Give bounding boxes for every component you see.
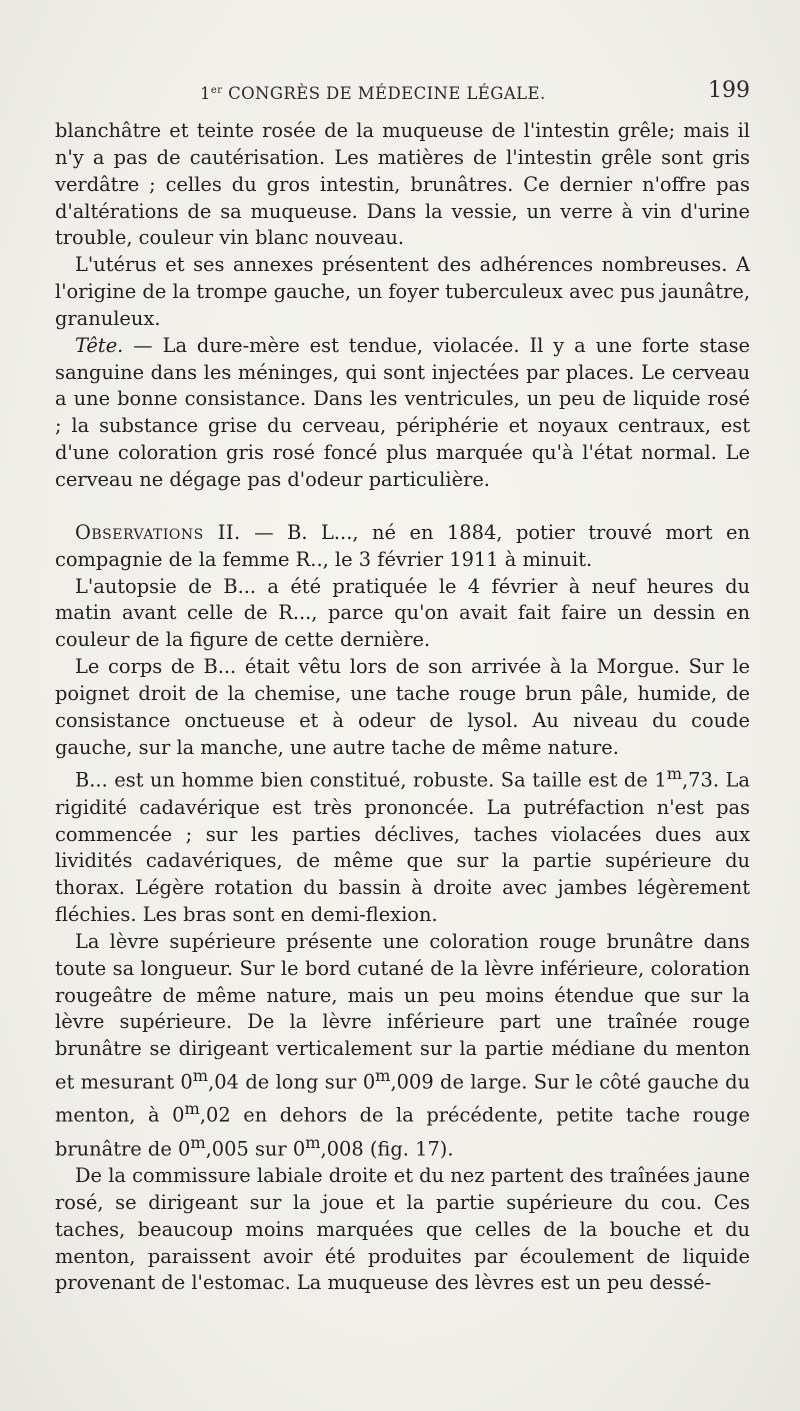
unit-meter: m xyxy=(192,1066,209,1086)
paragraph-observations xyxy=(55,520,750,574)
lips-text-2: ,04 de long sur 0 xyxy=(208,1070,376,1094)
paragraph-lips xyxy=(55,929,750,1163)
body-text xyxy=(55,118,750,1297)
lips-text-3: ,009 de large. Sur le côté gauche du menton, à 0 xyxy=(55,1070,750,1127)
unit-meter: m xyxy=(375,1066,391,1086)
unit-meter: m xyxy=(184,1099,200,1119)
constitution-text-1: B... est un homme bien constitué, robuste. Sa taille est de 1 xyxy=(75,768,667,792)
paragraph-head-text: — La dure-mère est tendue, violacée. Il y a une forte stase sanguine dans les méninges, qui sont injectées par places. Le cerveau a une bonne consistance. Dans les ventricules, un peu de liquide rosé ; la substance grise du cerveau, périphérie et noyaux centraux, est d'une coloration gris rosé foncé plus marquée qu'à l'état normal. Le cerveau ne dégage pas d'odeur particulière. xyxy=(55,333,750,491)
constitution-text-2: ,73. La rigidité cadavérique est très prononcée. La putréfaction n'est pas commencée ; sur les parties déclives, taches violacées dues aux lividités cadavériques, de même que sur la partie supérieure du thorax. Légère rotation du bassin à droite avec jambes légèrement fléchies. Les bras sont en demi-flexion. xyxy=(55,768,750,927)
title-text: CONGRÈS DE MÉDECINE LÉGALE. xyxy=(228,84,546,103)
paragraph-observations-text: — B. L..., né en 1884, potier trouvé mort en compagnie de la femme R.., le 3 février 1911 à minuit. xyxy=(55,520,750,571)
page-number: 199 xyxy=(708,78,750,103)
lips-text-5: ,005 sur 0 xyxy=(205,1137,306,1161)
lips-text-1: La lèvre supérieure présente une coloration rouge brunâtre dans toute sa longueur. Sur le bord cutané de la lèvre inférieure, coloration rougeâtre de même nature, mais un peu moins étendue que sur la lèvre supérieure. De la lèvre inférieure part une traînée rouge brunâtre se dirigeant verticalement sur la partie médiane du menton et mesurant 0 xyxy=(55,929,750,1094)
running-head xyxy=(55,78,750,112)
running-head-title xyxy=(200,84,546,103)
paragraph-intestine: blanchâtre et teinte rosée de la muqueuse de l'intestin grêle; mais il n'y a pas de cautérisation. Les matières de l'intestin grêle sont gris verdâtre ; celles du gros intestin, brunâtres. Ce dernier n'offre pas d'altérations de sa muqueuse. Dans la vessie, un verre à vin d'urine trouble, couleur vin blanc nouveau. xyxy=(55,119,750,250)
paragraph-head xyxy=(55,333,750,494)
unit-meter: m xyxy=(190,1132,206,1152)
unit-meter: m xyxy=(305,1132,321,1152)
unit-meter: m xyxy=(666,764,683,784)
paragraph-constitution xyxy=(55,761,750,929)
paragraph-commissure: De la commissure labiale droite et du nez partent des traînées jaune rosé, se dirigeant sur la joue et la partie supérieure du cou. Ces taches, beaucoup moins marquées que celles de la bouche et du menton, paraissent avoir été produites par écoulement de liquide provenant de l'estomac. La muqueuse des lèvres est un peu dessé- xyxy=(55,1164,750,1295)
lips-text-6: ,008 (fig. 17). xyxy=(320,1137,454,1161)
paragraph-uterus: L'utérus et ses annexes présentent des adhérences nombreuses. A l'origine de la trompe gauche, un foyer tuberculeux avec pus jaunâtre, granuleux. xyxy=(55,253,750,330)
title-ordinal: 1 xyxy=(200,84,211,103)
section-lead-observations: Observations II. xyxy=(75,520,241,544)
lips-text-4: ,02 en dehors de la précédente, petite tache rouge brunâtre de 0 xyxy=(55,1103,750,1161)
paragraph-autopsy: L'autopsie de B... a été pratiquée le 4 février à neuf heures du matin avant celle de R..., parce qu'on avait fait faire un dessin en couleur de la figure de cette dernière. xyxy=(55,574,750,652)
paragraph-body-clothing: Le corps de B... était vêtu lors de son arrivée à la Morgue. Sur le poignet droit de la chemise, une tache rouge brun pâle, humide, de consistance onctueuse et à odeur de lysol. Au niveau du coude gauche, sur la manche, une autre tache de même nature. xyxy=(55,655,750,759)
title-ordinal-suffix: er xyxy=(210,85,223,96)
section-lead-tete: Tête. xyxy=(75,333,124,357)
